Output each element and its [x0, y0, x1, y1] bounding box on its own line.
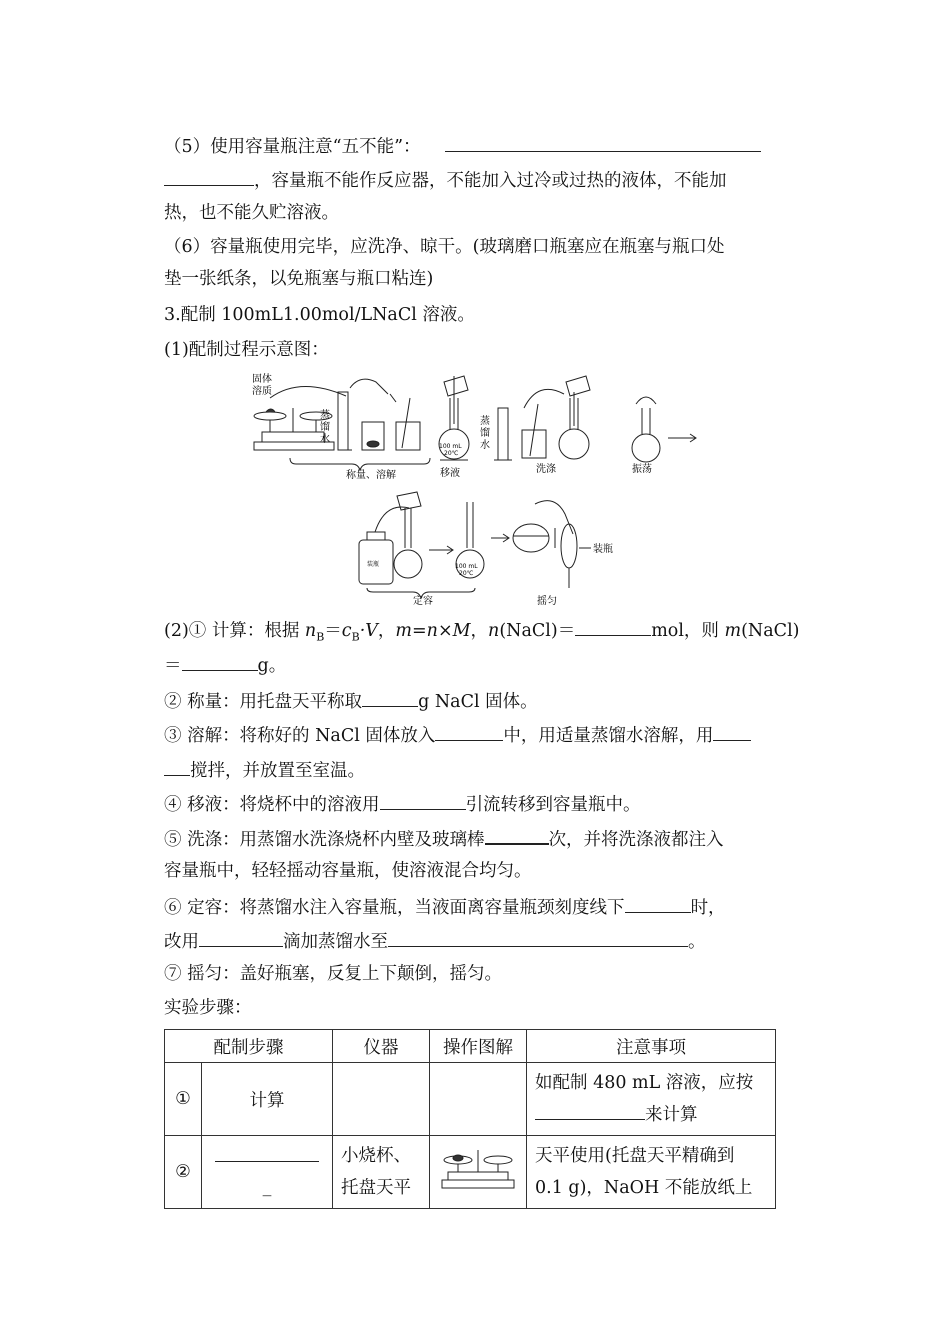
step3-blank-2[interactable]: [713, 722, 751, 741]
calc-eq3: ＝: [164, 656, 182, 676]
label-water-b-3: 水: [480, 440, 490, 451]
step6-blank-3[interactable]: [388, 928, 688, 947]
p5-line1: [164, 133, 761, 159]
calc-blank-mol[interactable]: [575, 617, 651, 636]
step6-blank-2[interactable]: [199, 928, 283, 947]
th-note: 注意事项: [527, 1030, 776, 1063]
step6-blank-1[interactable]: [625, 894, 691, 913]
row1-note-b: 来计算: [645, 1105, 698, 1125]
th-tool: 仪器: [333, 1030, 430, 1063]
calc-nacl-paren: (NaCl)＝: [499, 621, 576, 641]
th-diagram: 操作图解: [430, 1030, 527, 1063]
calc-sub-b-1: B: [316, 630, 325, 644]
calc-sep-2: ，: [470, 621, 489, 641]
step3-blank-1[interactable]: [435, 722, 503, 741]
steps-table: [164, 1029, 776, 1209]
section3-title: 3.配制 100mL1.00mol/LNaCl 溶液。: [164, 305, 475, 325]
row2-diagram: [430, 1136, 527, 1209]
label-weigh: 称量、溶解: [346, 470, 396, 480]
table-header-row: [165, 1030, 776, 1063]
row2-num: ②: [165, 1136, 202, 1209]
row2-step-tail: _: [262, 1177, 272, 1197]
step6-line1: [164, 894, 726, 920]
row1-note-a: 如配制 480 mL 溶液，应按: [535, 1073, 754, 1093]
row1-diagram: [430, 1063, 527, 1136]
step2-line: [164, 688, 538, 714]
label-water-b-2: 馏: [480, 428, 490, 439]
step3-line1: [164, 722, 751, 748]
step6-text-c: 改用: [164, 932, 199, 952]
row1-note-blank[interactable]: [535, 1101, 645, 1120]
step3-text-a: ③ 溶解：将称好的 NaCl 固体放入: [164, 726, 436, 746]
label-flask-temp-2: 20℃: [459, 570, 474, 577]
process-figure-bottom: [355, 488, 615, 606]
label-transfer: 移液: [440, 468, 460, 479]
row1-note: [527, 1063, 776, 1136]
step2-text-a: ② 称量：用托盘天平称取: [164, 692, 363, 712]
label-bottle-small: 装瓶: [367, 561, 380, 568]
step3-line2: [164, 757, 365, 783]
calc-blank-g[interactable]: [182, 652, 258, 671]
step3-blank-3[interactable]: [164, 757, 190, 776]
label-mix: 摇匀: [537, 596, 557, 606]
calc-n: n: [304, 621, 317, 641]
label-bottle: 装瓶: [593, 544, 613, 555]
step6-text-a: ⑥ 定容：将蒸馏水注入容量瓶，当液面离容量瓶颈刻度线下: [164, 898, 625, 918]
calc-m: m: [395, 621, 413, 641]
row2-step: [202, 1136, 333, 1209]
calc-line1: [164, 617, 800, 650]
label-shake: 振荡: [632, 464, 652, 475]
step6-text-e: 。: [688, 932, 706, 952]
label-water-a-2: 馏: [320, 422, 330, 433]
calc-mol: mol，则: [651, 621, 725, 641]
row2-tool: 小烧杯、托盘天平: [333, 1136, 430, 1209]
p5-text-a: （5）使用容量瓶注意“五不能”：: [164, 137, 421, 157]
step6-line2: [164, 928, 706, 954]
label-flask-temp-1: 20℃: [444, 450, 459, 457]
p5-blank-1[interactable]: [445, 133, 761, 152]
label-solid-2: 溶质: [252, 386, 272, 397]
step5-text-b: 次，并将洗涤液都注入: [548, 830, 724, 850]
calc-g: g。: [257, 656, 287, 676]
p6-text-b: 垫一张纸条，以免瓶塞与瓶口粘连): [164, 269, 434, 289]
step3-text-c: 搅拌，并放置至室温。: [190, 761, 365, 781]
p5-text-c: 热，也不能久贮溶液。: [164, 203, 339, 223]
label-water-a-1: 蒸: [320, 410, 330, 421]
label-solid-1: 固体: [252, 374, 272, 385]
label-water-b-1: 蒸: [480, 416, 490, 427]
th-step: 配制步骤: [165, 1030, 333, 1063]
p5-blank-2[interactable]: [164, 167, 254, 186]
step4-text-b: 引流转移到容量瓶中。: [465, 795, 641, 815]
step5-blank[interactable]: [485, 825, 549, 845]
step5-text-a: ⑤ 洗涤：用蒸馏水洗涤烧杯内壁及玻璃棒: [164, 830, 485, 850]
row2-note: 天平使用(托盘天平精确到 0.1 g)，NaOH 不能放纸上: [527, 1136, 776, 1209]
calc-eq1: ＝: [324, 621, 342, 641]
calc-v: ·V: [359, 621, 378, 641]
row2-step-blank[interactable]: [215, 1143, 319, 1162]
label-wash: 洗涤: [536, 464, 556, 475]
step3-text-b: 中，用适量蒸馏水溶解，用: [503, 726, 714, 746]
step7-text: ⑦ 摇匀：盖好瓶塞，反复上下颠倒，摇匀。: [164, 964, 503, 984]
row1-tool: [333, 1063, 430, 1136]
calc-sub-b-2: B: [351, 630, 360, 644]
label-flask-vol-2: 100 mL: [455, 563, 478, 570]
calc-c: c: [341, 621, 352, 641]
p6-text-a: （6）容量瓶使用完毕，应洗净、晾干。(玻璃磨口瓶塞应在瓶塞与瓶口处: [164, 237, 725, 257]
calc-m-nacl: m: [724, 621, 742, 641]
step4-blank[interactable]: [380, 791, 466, 810]
calc-n-nacl: n: [488, 621, 500, 641]
step5-line1: [164, 825, 724, 852]
step5-text-c: 容量瓶中，轻轻摇动容量瓶，使溶液混合均匀。: [164, 861, 532, 881]
p5-text-b: ，容量瓶不能作反应器，不能加入过冷或过热的液体，不能加: [254, 171, 727, 191]
calc-line2: [164, 652, 286, 678]
row1-num: ①: [165, 1063, 202, 1136]
step4-line: [164, 791, 641, 817]
experiment-steps-title: 实验步骤：: [164, 998, 252, 1018]
section3-sub1: (1)配制过程示意图：: [164, 340, 329, 360]
process-figure-top: [240, 368, 700, 480]
step2-blank[interactable]: [362, 688, 418, 707]
calc-sep-1: ，: [377, 621, 396, 641]
row1-step: 计算: [202, 1063, 333, 1136]
calc-eq2: =n×M: [412, 621, 471, 641]
label-fix: 定容: [413, 596, 433, 606]
calc-nacl-paren2: (NaCl): [741, 621, 800, 641]
balance-icon: [438, 1146, 518, 1194]
label-flask-vol-1: 100 mL: [439, 443, 462, 450]
step4-text-a: ④ 移液：将烧杯中的溶液用: [164, 795, 380, 815]
step2-text-b: g NaCl 固体。: [418, 692, 538, 712]
table-row: [165, 1063, 776, 1136]
p5-line2: [164, 167, 727, 193]
table-row: [165, 1136, 776, 1209]
step6-text-b: 时，: [690, 898, 726, 918]
step6-text-d: 滴加蒸馏水至: [283, 932, 388, 952]
label-water-a-3: 水: [320, 434, 330, 445]
calc-text-a: (2)① 计算：根据: [164, 621, 305, 641]
